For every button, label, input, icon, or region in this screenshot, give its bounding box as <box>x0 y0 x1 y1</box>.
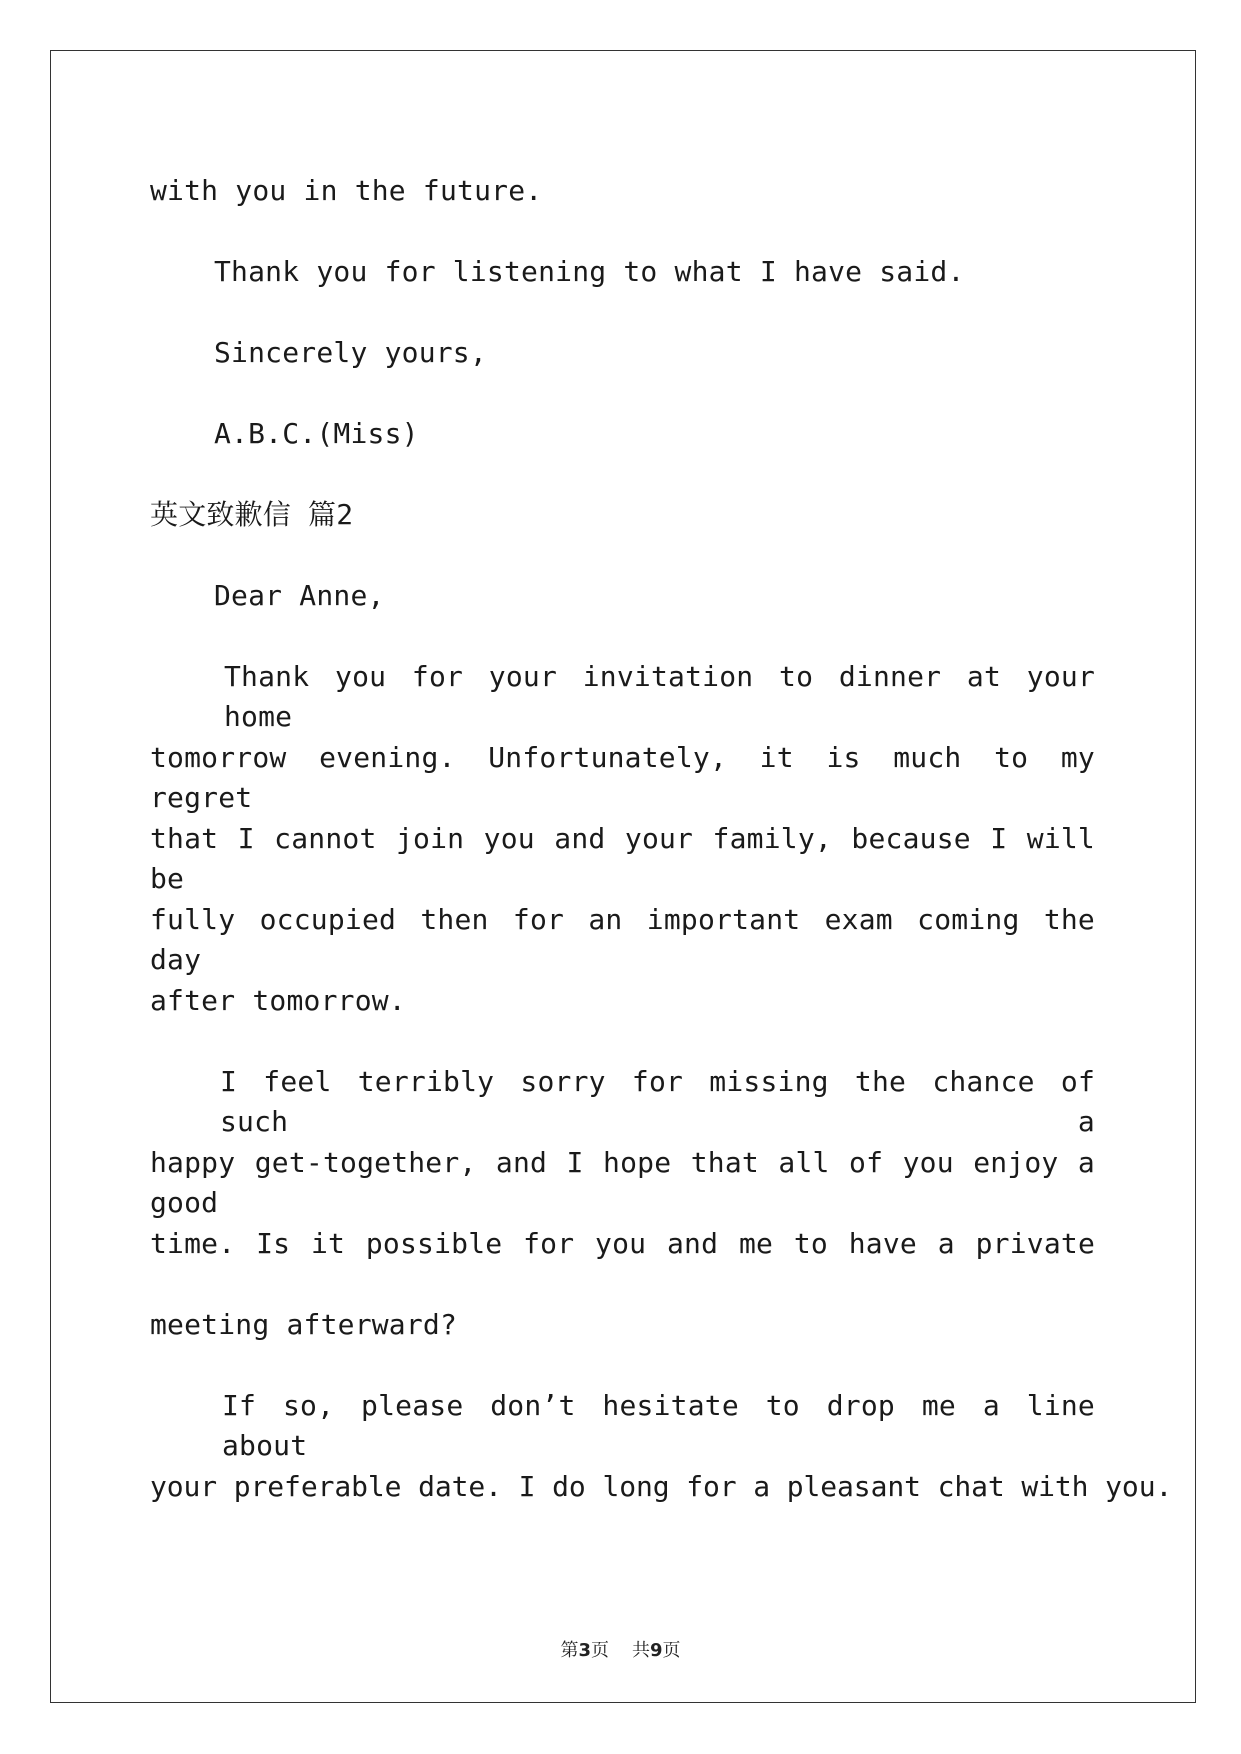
body-line: If so, please don’t hesitate to drop me a line about <box>222 1389 1095 1462</box>
footer-total-prefix: 共 <box>631 1640 650 1661</box>
body-line: meeting afterward? <box>150 1308 458 1341</box>
footer-page-suffix: 页 <box>591 1640 610 1661</box>
salutation-line: Dear Anne, <box>214 579 385 612</box>
footer-total-suffix: 页 <box>662 1640 681 1661</box>
body-line: tomorrow evening. Unfortunately, it is much to my regret <box>150 741 1095 814</box>
body-line: happy get-together, and I hope that all of you enjoy a good <box>150 1146 1095 1219</box>
section-heading: 英文致歉信 篇2 <box>150 498 354 531</box>
closing-line: Sincerely yours, <box>214 336 487 369</box>
body-line: I feel terribly sorry for missing the chance of such a <box>220 1065 1095 1138</box>
body-line: Thank you for your invitation to dinner at your home <box>224 660 1095 733</box>
footer-total-pages: 9 <box>649 1640 663 1661</box>
footer-page-prefix: 第 <box>560 1640 579 1661</box>
body-line: that I cannot join you and your family, because I will be <box>150 822 1095 895</box>
body-line: fully occupied then for an important exam coming the day <box>150 903 1095 976</box>
body-line: with you in the future. <box>150 174 543 207</box>
body-line: time. Is it possible for you and me to have a private <box>150 1227 1095 1260</box>
body-line: your preferable date. I do long for a pleasant chat with you. <box>150 1470 1173 1503</box>
footer-page-number: 3 <box>578 1640 592 1661</box>
page-footer <box>0 1636 1241 1662</box>
body-line: after tomorrow. <box>150 984 406 1017</box>
body-line: Thank you for listening to what I have said. <box>214 255 965 288</box>
signature-line: A.B.C.(Miss) <box>214 417 419 450</box>
